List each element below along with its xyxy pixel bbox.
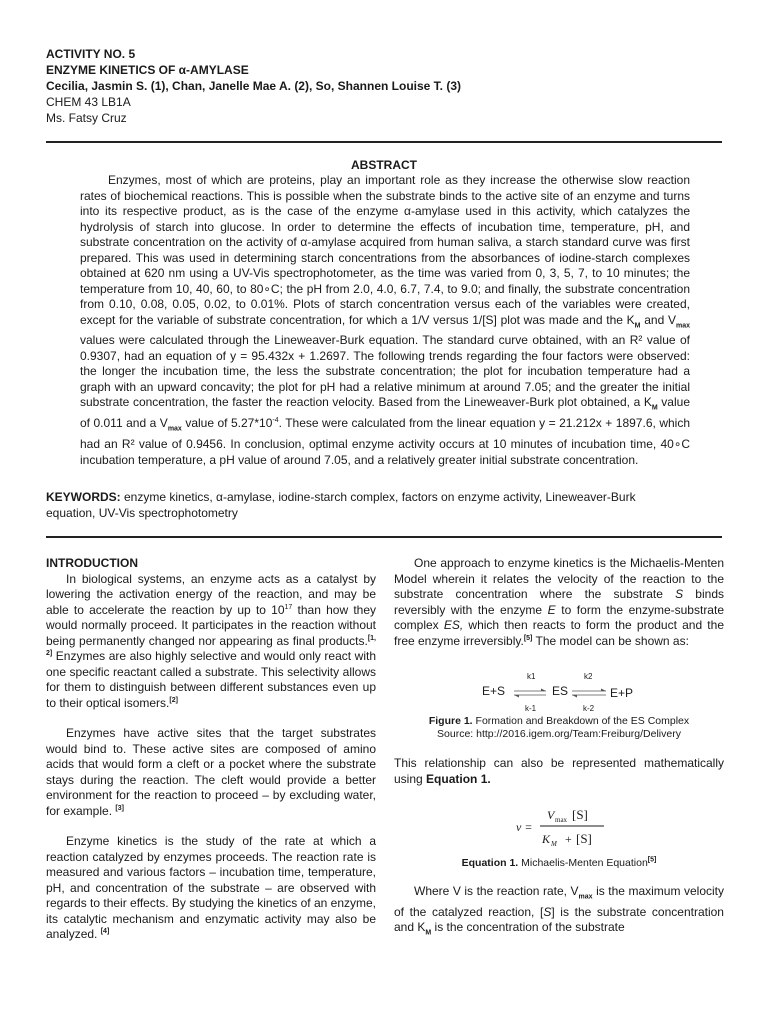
paper-header (46, 46, 461, 126)
intro-paragraph-2: Enzymes have active sites that the target substrates would bind to. These active sites are composed of amino acids that would form a cleft or a pocket where the substrate stays during the reaction. The cleft would provide a better environment for the reaction to proceed – by excluding water, for example. [3] (46, 726, 376, 818)
section-divider (46, 536, 722, 538)
intro-paragraph-1: In biological systems, an enzyme acts as a catalyst by lowering the activation energy of the reaction, and may be able to accelerate the reaction by up to $10^{17}$ than how they would normally proceed. It participates in the reaction without being permanently changed nor appearing as final products.[1, 2] Enzymes are also highly selective and would only react with one specific reactant called a substrate. This selectivity allows for them to distinguish between different substances even up to their optical isomers.[2] (46, 571, 376, 710)
km-subscript: M (551, 840, 557, 848)
abstract-body: Enzymes, most of which are proteins, play an important role as they increase the otherwise slow reaction rates of biochemical reactions. This is possible when the substrate binds to the active site of an enzyme and turns into its respective product, as is the case of the enzyme α-amylase used in this activity, which catalyzes the hydrolysis of starch into glucose. In order to determine the effects of incubation time, temperature, pH, and substrate concentration on the activity of α-amylase acquired from human saliva, a starch standard curve was first prepared. This was used in determining starch concentrations from the absorbances of iodine-starch complexes obtained at 620 nm using a UV-Vis spectrophotometer, as the time was varied from 0, 3, 5, 7, to 10 minutes; the temperature from 10, 40, 60, to 80∘C; the pH from 2.0, 4.0, 6.7, 7.4, to 9.0; and finally, the substrate concentration from 0.10, 0.08, 0.05, 0.02, to 0.01%. Plots of starch concentration versus each of the variables were created, except for the variable of substrate concentration, for which a 1/V versus 1/[S] plot was made and the $K_M$ and $V_{max}$ values were calculated through the Lineweaver-Burk equation. The standard curve obtained, with an R² value of 0.9307, had an equation of y = 95.432x + 1.2697. The following trends regarding the four factors were observed: the longer the incubation time, the less the substrate concentration; the plot for incubation temperature had a graph with an upward concavity; the plot for pH had a relative minimum at around 7.05; and the greater the initial substrate concentration, the faster the reaction velocity. Based from the Lineweaver-Burk plot obtained, a $K_M$ value of 0.011 and a $V_{max}$ value of $5.27*10^{-4}$. These were calculated from the linear equation y = 21.212x + 1897.6, which had an R² value of 0.9456. In conclusion, optimal enzyme activity occurs at 10 minutes of incubation time, 40∘C incubation temperature, a pH value of around 7.05, and a relatively greater initial substrate concentration. (80, 173, 690, 467)
k2-label: k2 (584, 672, 593, 681)
figure-source: Source: http://2016.igem.org/Team:Freiburg/Delivery (437, 728, 681, 740)
k-1-label: k-1 (525, 704, 537, 713)
reactants-label: E+S (482, 684, 506, 698)
equation-explanation-paragraph: Where V is the reaction rate, $V_{max}$ is the maximum velocity of the catalyzed reaction, [S] is the substrate concentration and $K_M$ is the concentration of the substrate (394, 884, 724, 937)
paper-title: ENZYME KINETICS OF α-AMYLASE (46, 63, 249, 77)
model-paragraph: One approach to enzyme kinetics is the Michaelis-Menten Model wherein it relates the velocity of the reaction to the substrate concentration where the substrate S binds reversibly with the enzyme E to form the enzyme-substrate complex ES, which then reacts to form the product and the free enzyme irreversibly.[5] The model can be shown as: (394, 556, 724, 648)
course-code: CHEM 43 LB1A (46, 95, 131, 109)
left-column (46, 556, 376, 943)
k-2-label: k-2 (583, 704, 595, 713)
velocity-symbol: v = (516, 820, 533, 834)
reaction-scheme-figure (394, 667, 724, 715)
equation-graphic (394, 801, 724, 851)
keywords-label: KEYWORDS: (46, 490, 121, 504)
right-column (394, 556, 724, 941)
instructor: Ms. Fatsy Cruz (46, 111, 127, 125)
reaction-scheme (394, 667, 724, 715)
plus-sign: + (565, 832, 572, 846)
numerator-substrate: [S] (572, 807, 588, 822)
equation-intro-paragraph: This relationship can also be represented mathematically using Equation 1. (394, 756, 724, 786)
keywords-text: enzyme kinetics, α-amylase, iodine-starch complex, factors on enzyme activity, Lineweaver-Burk equation, UV-Vis spectrophotometry (46, 490, 636, 520)
top-divider (46, 141, 722, 143)
michaelis-menten-equation (394, 801, 724, 851)
vmax-subscript: max (555, 816, 568, 824)
abstract-title: ABSTRACT (351, 158, 417, 172)
km-symbol: K (542, 832, 551, 846)
denominator-substrate: [S] (576, 831, 592, 846)
keywords (46, 489, 686, 521)
introduction-heading: INTRODUCTION (46, 556, 138, 570)
figure-caption: Figure 1. Formation and Breakdown of the ES Complex (428, 715, 690, 727)
authors: Cecilia, Jasmin S. (1), Chan, Janelle Mae A. (2), So, Shannen Louise T. (3) (46, 79, 461, 93)
vmax-symbol: V (547, 808, 555, 822)
k1-label: k1 (527, 672, 536, 681)
activity-number: ACTIVITY NO. 5 (46, 47, 136, 61)
complex-label: ES (552, 684, 569, 698)
products-label: E+P (610, 686, 634, 700)
intro-paragraph-3: Enzyme kinetics is the study of the rate at which a reaction catalyzed by enzymes proceeds. The reaction rate is measured and various factors – incubation time, temperature, pH, and concentration of the substrate – are observed with regards to their effects. By studying the kinetics of an enzyme, its catalytic mechanism and enzymatic activity may also be analyzed. [4] (46, 834, 376, 941)
equation-caption: Equation 1. Michaelis-Menten Equation[5] (461, 856, 657, 869)
